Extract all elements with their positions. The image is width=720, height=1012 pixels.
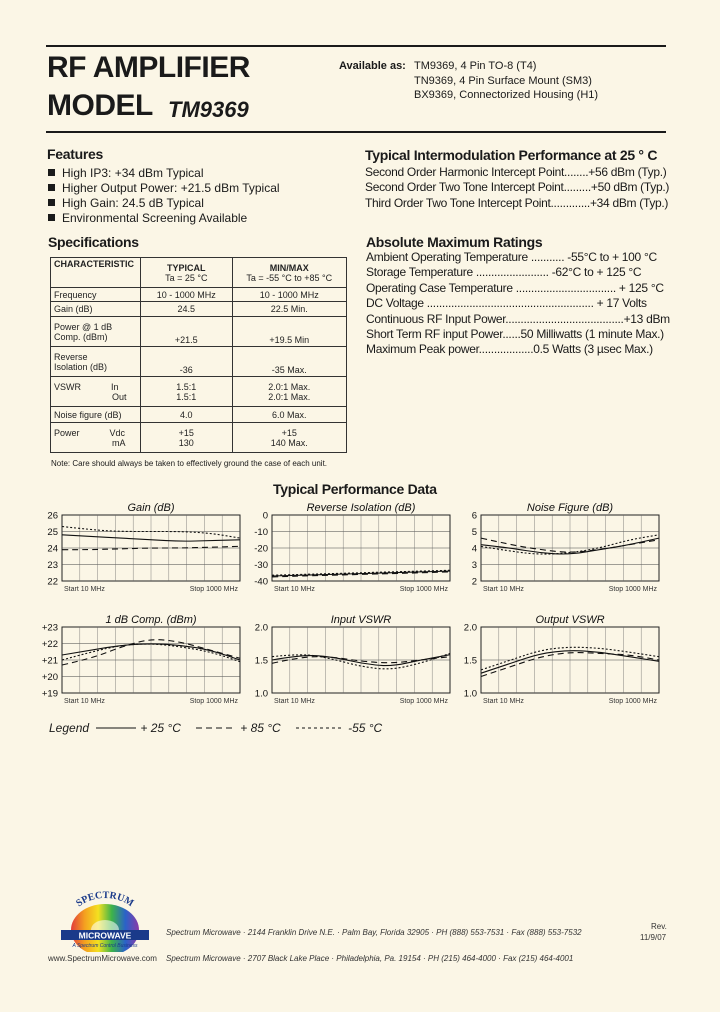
chart-y-tick: 3 <box>471 560 477 571</box>
performance-charts <box>0 495 720 715</box>
chart-title: Gain (dB) <box>127 502 175 514</box>
chart-x-start: Start 10 MHz <box>483 586 524 593</box>
chart-y-tick: 2 <box>471 576 477 588</box>
chart-x-start: Start 10 MHz <box>274 698 315 705</box>
logo-word: MICROWAVE <box>78 930 132 941</box>
absmax-list <box>366 250 670 358</box>
spec-table <box>50 257 347 453</box>
intermod-list <box>365 165 669 211</box>
chart-x-start: Start 10 MHz <box>64 586 105 593</box>
page-title: RF AMPLIFIER <box>47 51 250 84</box>
model-number: TM9369 <box>168 97 249 122</box>
col-typical-sub: Ta = 25 °C <box>165 272 208 283</box>
chart-y-tick: 23 <box>47 560 58 571</box>
logo-tagline: A Spectrum Control Business <box>72 943 138 949</box>
specs-heading: Specifications <box>48 234 139 250</box>
legend-dot-line <box>294 724 346 732</box>
chart-y-tick: -10 <box>254 527 268 538</box>
feature-item: High IP3: +34 dBm Typical <box>48 166 280 181</box>
chart-x-stop: Stop 1000 MHz <box>399 586 448 593</box>
chart-x-stop: Stop 1000 MHz <box>399 698 448 705</box>
chart-y-tick: 1.0 <box>463 688 477 700</box>
chart-title: Output VSWR <box>535 614 605 626</box>
chart-y-tick: 6 <box>471 510 477 522</box>
perf-heading: Typical Performance Data <box>273 481 437 497</box>
intermod-row: Second Order Harmonic Intercept Point........+56 dBm (Typ.) <box>365 165 667 179</box>
chart-y-tick: +22 <box>41 639 58 650</box>
chart-y-tick: +21 <box>41 655 58 667</box>
absmax-row: Ambient Operating Temperature ........... -55°C to + 100 °C <box>366 250 657 264</box>
logo-arc-text: SPECTRUM <box>74 889 136 910</box>
chart-title: Noise Figure (dB) <box>526 502 614 514</box>
absmax-row: Operating Case Temperature ................................. + 125 °C <box>366 280 664 295</box>
chart-y-tick: 26 <box>47 510 58 522</box>
feature-item: Higher Output Power: +21.5 dBm Typical <box>48 181 280 196</box>
chart-y-tick: +20 <box>41 672 58 683</box>
table-row: VSWR In Out 1.5:1 1.5:1 2.0:1 Max. 2.0:1 Max. <box>51 377 347 407</box>
chart-y-tick: -30 <box>254 560 268 571</box>
footer-address-2: Spectrum Microwave · 2707 Black Lake Place · Philadelphia, Pa. 19154 · PH (215) 464-4000 · Fax (215) 464-4001 <box>166 954 574 963</box>
feature-item: High Gain: 24.5 dB Typical <box>48 196 280 211</box>
available-t4: TM9369, 4 Pin TO-8 (T4) <box>414 60 537 72</box>
chart-title: Input VSWR <box>330 614 392 626</box>
chart-y-tick: 1.5 <box>254 655 268 667</box>
available-sm3: TN9369, 4 Pin Surface Mount (SM3) <box>414 75 592 87</box>
intermod-row: Third Order Two Tone Intercept Point.............+34 dBm (Typ.) <box>365 195 669 210</box>
chart-x-stop: Stop 1000 MHz <box>189 698 238 705</box>
chart-y-tick: 25 <box>47 527 58 538</box>
chart-x-stop: Stop 1000 MHz <box>608 586 657 593</box>
available-label: Available as: <box>339 60 406 72</box>
absmax-row: Storage Temperature ........................ -62°C to + 125 °C <box>366 265 642 280</box>
chart-y-tick: 5 <box>471 527 477 538</box>
footer-address-1: Spectrum Microwave · 2144 Franklin Drive N.E. · Palm Bay, Florida 32905 · PH (888) 553-7531 · Fax (888) 553-7532 <box>166 928 582 937</box>
chart-title: 1 dB Comp. (dBm) <box>105 614 197 626</box>
intermod-heading: Typical Intermodulation Performance at 25 ° C <box>365 147 658 163</box>
table-row: Power Vdc mA +15 130 +15 140 Max. <box>51 423 347 453</box>
features-list <box>48 166 280 226</box>
top-rule <box>46 45 666 47</box>
rev-label: Rev. <box>651 922 667 931</box>
rev-date: 11/9/07 <box>640 933 667 942</box>
chart-y-tick: +19 <box>41 688 58 700</box>
chart-x-start: Start 10 MHz <box>64 698 105 705</box>
absmax-row: Continuous RF Input Power.......................................+13 dBm <box>366 311 670 326</box>
chart-y-tick: 24 <box>47 543 58 555</box>
header-rule <box>46 131 666 133</box>
col-minmax-sub: Ta = -55 °C to +85 °C <box>246 272 333 283</box>
legend-25: + 25 °C <box>140 721 181 735</box>
legend-85: + 85 °C <box>240 721 281 735</box>
model-label: MODEL <box>47 89 153 122</box>
chart-y-tick: 1.0 <box>254 688 268 700</box>
table-row: Frequency 10 - 1000 MHz 10 - 1000 MHz <box>51 288 347 302</box>
feature-item: Environmental Screening Available <box>48 211 280 226</box>
chart-y-tick: +23 <box>41 622 58 634</box>
chart-x-stop: Stop 1000 MHz <box>608 698 657 705</box>
chart-y-tick: 0 <box>262 510 268 522</box>
legend-solid-line <box>94 724 138 732</box>
absmax-heading: Absolute Maximum Ratings <box>366 234 543 250</box>
absmax-row: Maximum Peak power..................0.5 Watts (3 µsec Max.) <box>366 342 653 357</box>
chart-y-tick: -20 <box>254 543 268 555</box>
available-h1: BX9369, Connectorized Housing (H1) <box>414 89 599 101</box>
chart-y-tick: 22 <box>47 576 58 588</box>
chart-title: Reverse Isolation (dB) <box>306 502 416 514</box>
chart-y-tick: 4 <box>471 543 477 555</box>
chart-x-start: Start 10 MHz <box>483 698 524 705</box>
table-row: Reverse Isolation (dB) -36 -35 Max. <box>51 347 347 377</box>
chart-y-tick: 2.0 <box>463 622 477 634</box>
legend <box>49 721 382 735</box>
features-heading: Features <box>47 146 103 162</box>
table-row: Noise figure (dB) 4.0 6.0 Max. <box>51 407 347 423</box>
chart-x-stop: Stop 1000 MHz <box>189 586 238 593</box>
chart-x-start: Start 10 MHz <box>274 586 315 593</box>
absmax-row: DC Voltage ....................................................... + 17 Volts <box>366 296 647 311</box>
chart-y-tick: 2.0 <box>254 622 268 634</box>
legend-55: -55 °C <box>348 721 383 735</box>
chart-y-tick: 1.5 <box>463 655 477 667</box>
spec-note: Note: Care should always be taken to effectively ground the case of each unit. <box>51 459 328 468</box>
spectrum-logo <box>55 888 155 952</box>
intermod-row: Second Order Two Tone Intercept Point.........+50 dBm (Typ.) <box>365 180 670 195</box>
col-minmax: MIN/MAX <box>269 262 309 273</box>
legend-dash-line <box>194 724 238 732</box>
table-row: Power @ 1 dB Comp. (dBm) +21.5 +19.5 Min <box>51 317 347 347</box>
website-link[interactable]: www.SpectrumMicrowave.com <box>48 954 157 963</box>
legend-label: Legend <box>49 721 90 735</box>
col-typical: TYPICAL <box>167 262 206 273</box>
table-row: Gain (dB) 24.5 22.5 Min. <box>51 302 347 317</box>
absmax-row: Short Term RF input Power......50 Milliwatts (1 minute Max.) <box>366 327 664 342</box>
col-characteristic: CHARACTERISTIC <box>51 258 141 288</box>
chart-y-tick: -40 <box>254 576 268 588</box>
